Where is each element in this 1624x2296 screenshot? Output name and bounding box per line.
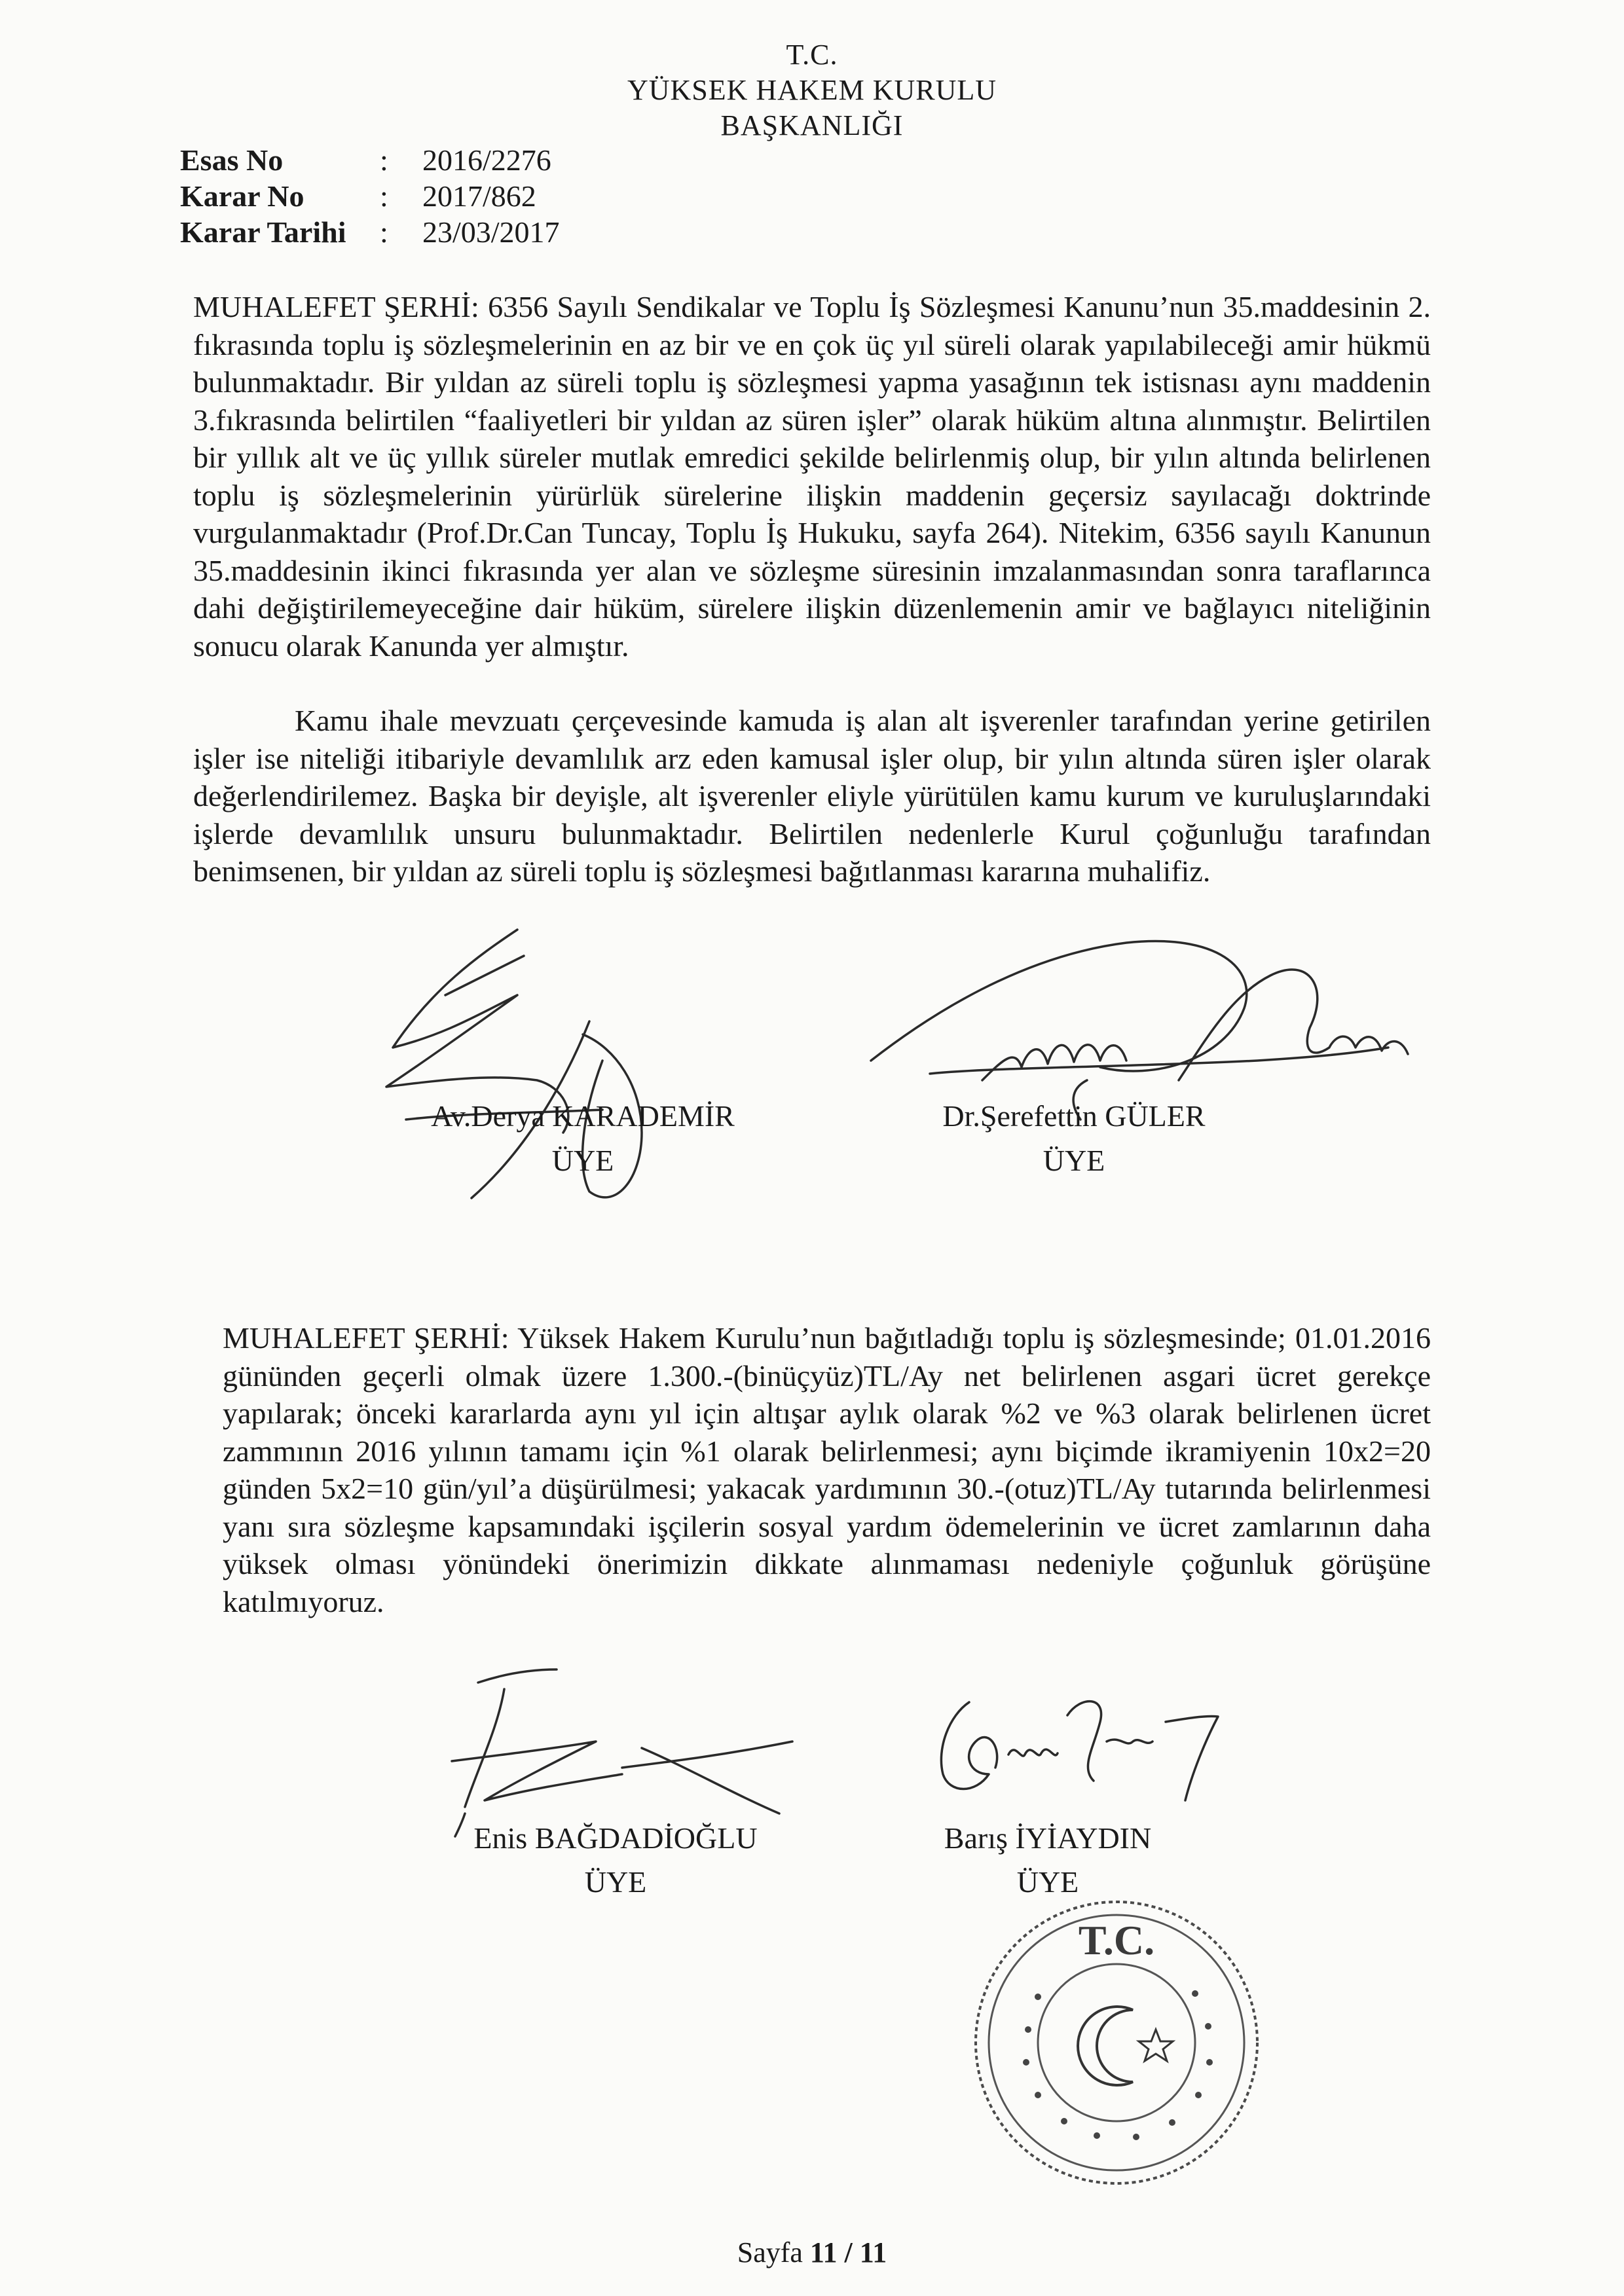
signatory-role-guler: ÜYE bbox=[1043, 1144, 1105, 1177]
official-seal bbox=[966, 1892, 1267, 2193]
signatory-name-guler: Dr.Şerefettin GÜLER bbox=[942, 1099, 1206, 1133]
meta-label: Karar Tarihi bbox=[180, 215, 346, 249]
dissent2-paragraph1: MUHALEFET ŞERHİ: Yüksek Hakem Kurulu’nun bağıtladığı toplu iş sözleşmesinde; 01.01.2016 gününden geçerli olmak üzere 1.300.-(binüçyüz)TL/Ay net belirlenen asgari ücret gerekçe yapılarak; önceki kararlarda aynı yıl için altışar aylık olarak %2 ve %3 olarak belirlenen ücret zammının 2016 yılının tamamı için %1 olarak belirlenmesi; aynı biçimde ikramiyenin 10x2=20 günden 5x2=10 gün/yıl’a düşürülmesi; yakacak yardımının 30.-(otuz)TL/Ay tutarında belirlenmesi yanı sıra sözleşme kapsamındaki işçilerin sosyal yardım ödemelerinin ve ücret zamlarının daha yüksek olması yönündeki önerimizin dikkate alınmaması nedeniyle çoğunluk görüşüne katılmıyoruz. bbox=[223, 1321, 1431, 1618]
signature-bagdadioglu bbox=[426, 1650, 832, 1846]
meta-separator: : bbox=[380, 215, 388, 249]
signatory-role-karademir: ÜYE bbox=[551, 1144, 614, 1177]
meta-value: 23/03/2017 bbox=[422, 215, 560, 249]
signatory-name-karademir: Av.Derya KARADEMİR bbox=[431, 1099, 735, 1133]
meta-label: Karar No bbox=[180, 179, 304, 213]
meta-value: 2016/2276 bbox=[422, 143, 551, 177]
meta-separator: : bbox=[380, 179, 388, 213]
signature-karademir bbox=[367, 917, 733, 1231]
seal-text: T.C. bbox=[1078, 1917, 1155, 1963]
dissent1-paragraph1: MUHALEFET ŞERHİ: 6356 Sayılı Sendikalar ve Toplu İş Sözleşmesi Kanunu’nun 35.maddesinin 2. fıkrasında toplu iş sözleşmelerinin en az bir ve en çok üç yıl süreli olarak yapılabileceği amir hükmü bulunmaktadır. Bir yıldan az süreli toplu iş sözleşmesi yapma yasağının tek istisnası aynı maddenin 3.fıkrasında belirtilen “faaliyetleri bir yıldan az süren işler” olarak hüküm altına alınmıştır. Belirtilen bir yıllık alt ve üç yıllık süreler mutlak emredici şekilde belirlenmiş olup, bir yılın altında belirlenen toplu iş sözleşmelerinin yürürlük sürelerine ilişkin maddenin geçersiz sayılacağı doktrinde vurgulanmaktadır (Prof.Dr.Can Tuncay, Toplu İş Hukuku, sayfa 264). Nitekim, 6356 sayılı Kanunun 35.maddesinin ikinci fıkrasında yer alan ve sözleşme süresinin imzalanmasından sonra taraflarınca dahi değiştirilemeyeceğine dair hüküm, sürelere ilişkin düzenlemenin amir ve bağlayıcı niteliğinin sonucu olarak Kanunda yer almıştır. bbox=[193, 290, 1431, 663]
dissent1-paragraph2: Kamu ihale mevzuatı çerçevesinde kamuda iş alan alt işverenler tarafından yerine getirilen işler ise niteliği itibariyle devamlılık arz eden kamusal işler olup, bir yılın altında süren işler olarak değerlendirilemez. Başka bir deyişle, alt işverenler eliyle yürütülen kamu kurum ve kuruluşlarındaki işlerde devamlılık unsuru bulunmaktadır. Belirtilen nedenlerle Kurul çoğunluğu tarafından benimsenen, bir yıldan az süreli toplu iş sözleşmesi bağıtlanması kararına muhalifiz. bbox=[193, 704, 1431, 888]
header-institution: YÜKSEK HAKEM KURULU bbox=[627, 74, 997, 106]
page-number: 11 / 11 bbox=[809, 2236, 887, 2269]
header-department: BAŞKANLIĞI bbox=[720, 109, 904, 141]
meta-value: 2017/862 bbox=[422, 179, 536, 213]
signatory-name-iyiaydin: Barış İYİAYDIN bbox=[944, 1821, 1152, 1855]
page-footer bbox=[0, 2236, 1624, 2269]
meta-label: Esas No bbox=[180, 143, 284, 177]
signatory-role-bagdadioglu: ÜYE bbox=[584, 1865, 647, 1899]
signatory-name-bagdadioglu: Enis BAĞDADİOĞLU bbox=[473, 1821, 758, 1855]
signature-iyiaydin bbox=[910, 1676, 1238, 1820]
meta-separator: : bbox=[380, 143, 388, 177]
header-tc: T.C. bbox=[786, 39, 838, 71]
footer-label: Sayfa bbox=[737, 2236, 803, 2269]
signatory-role-iyiaydin: ÜYE bbox=[1016, 1865, 1079, 1899]
